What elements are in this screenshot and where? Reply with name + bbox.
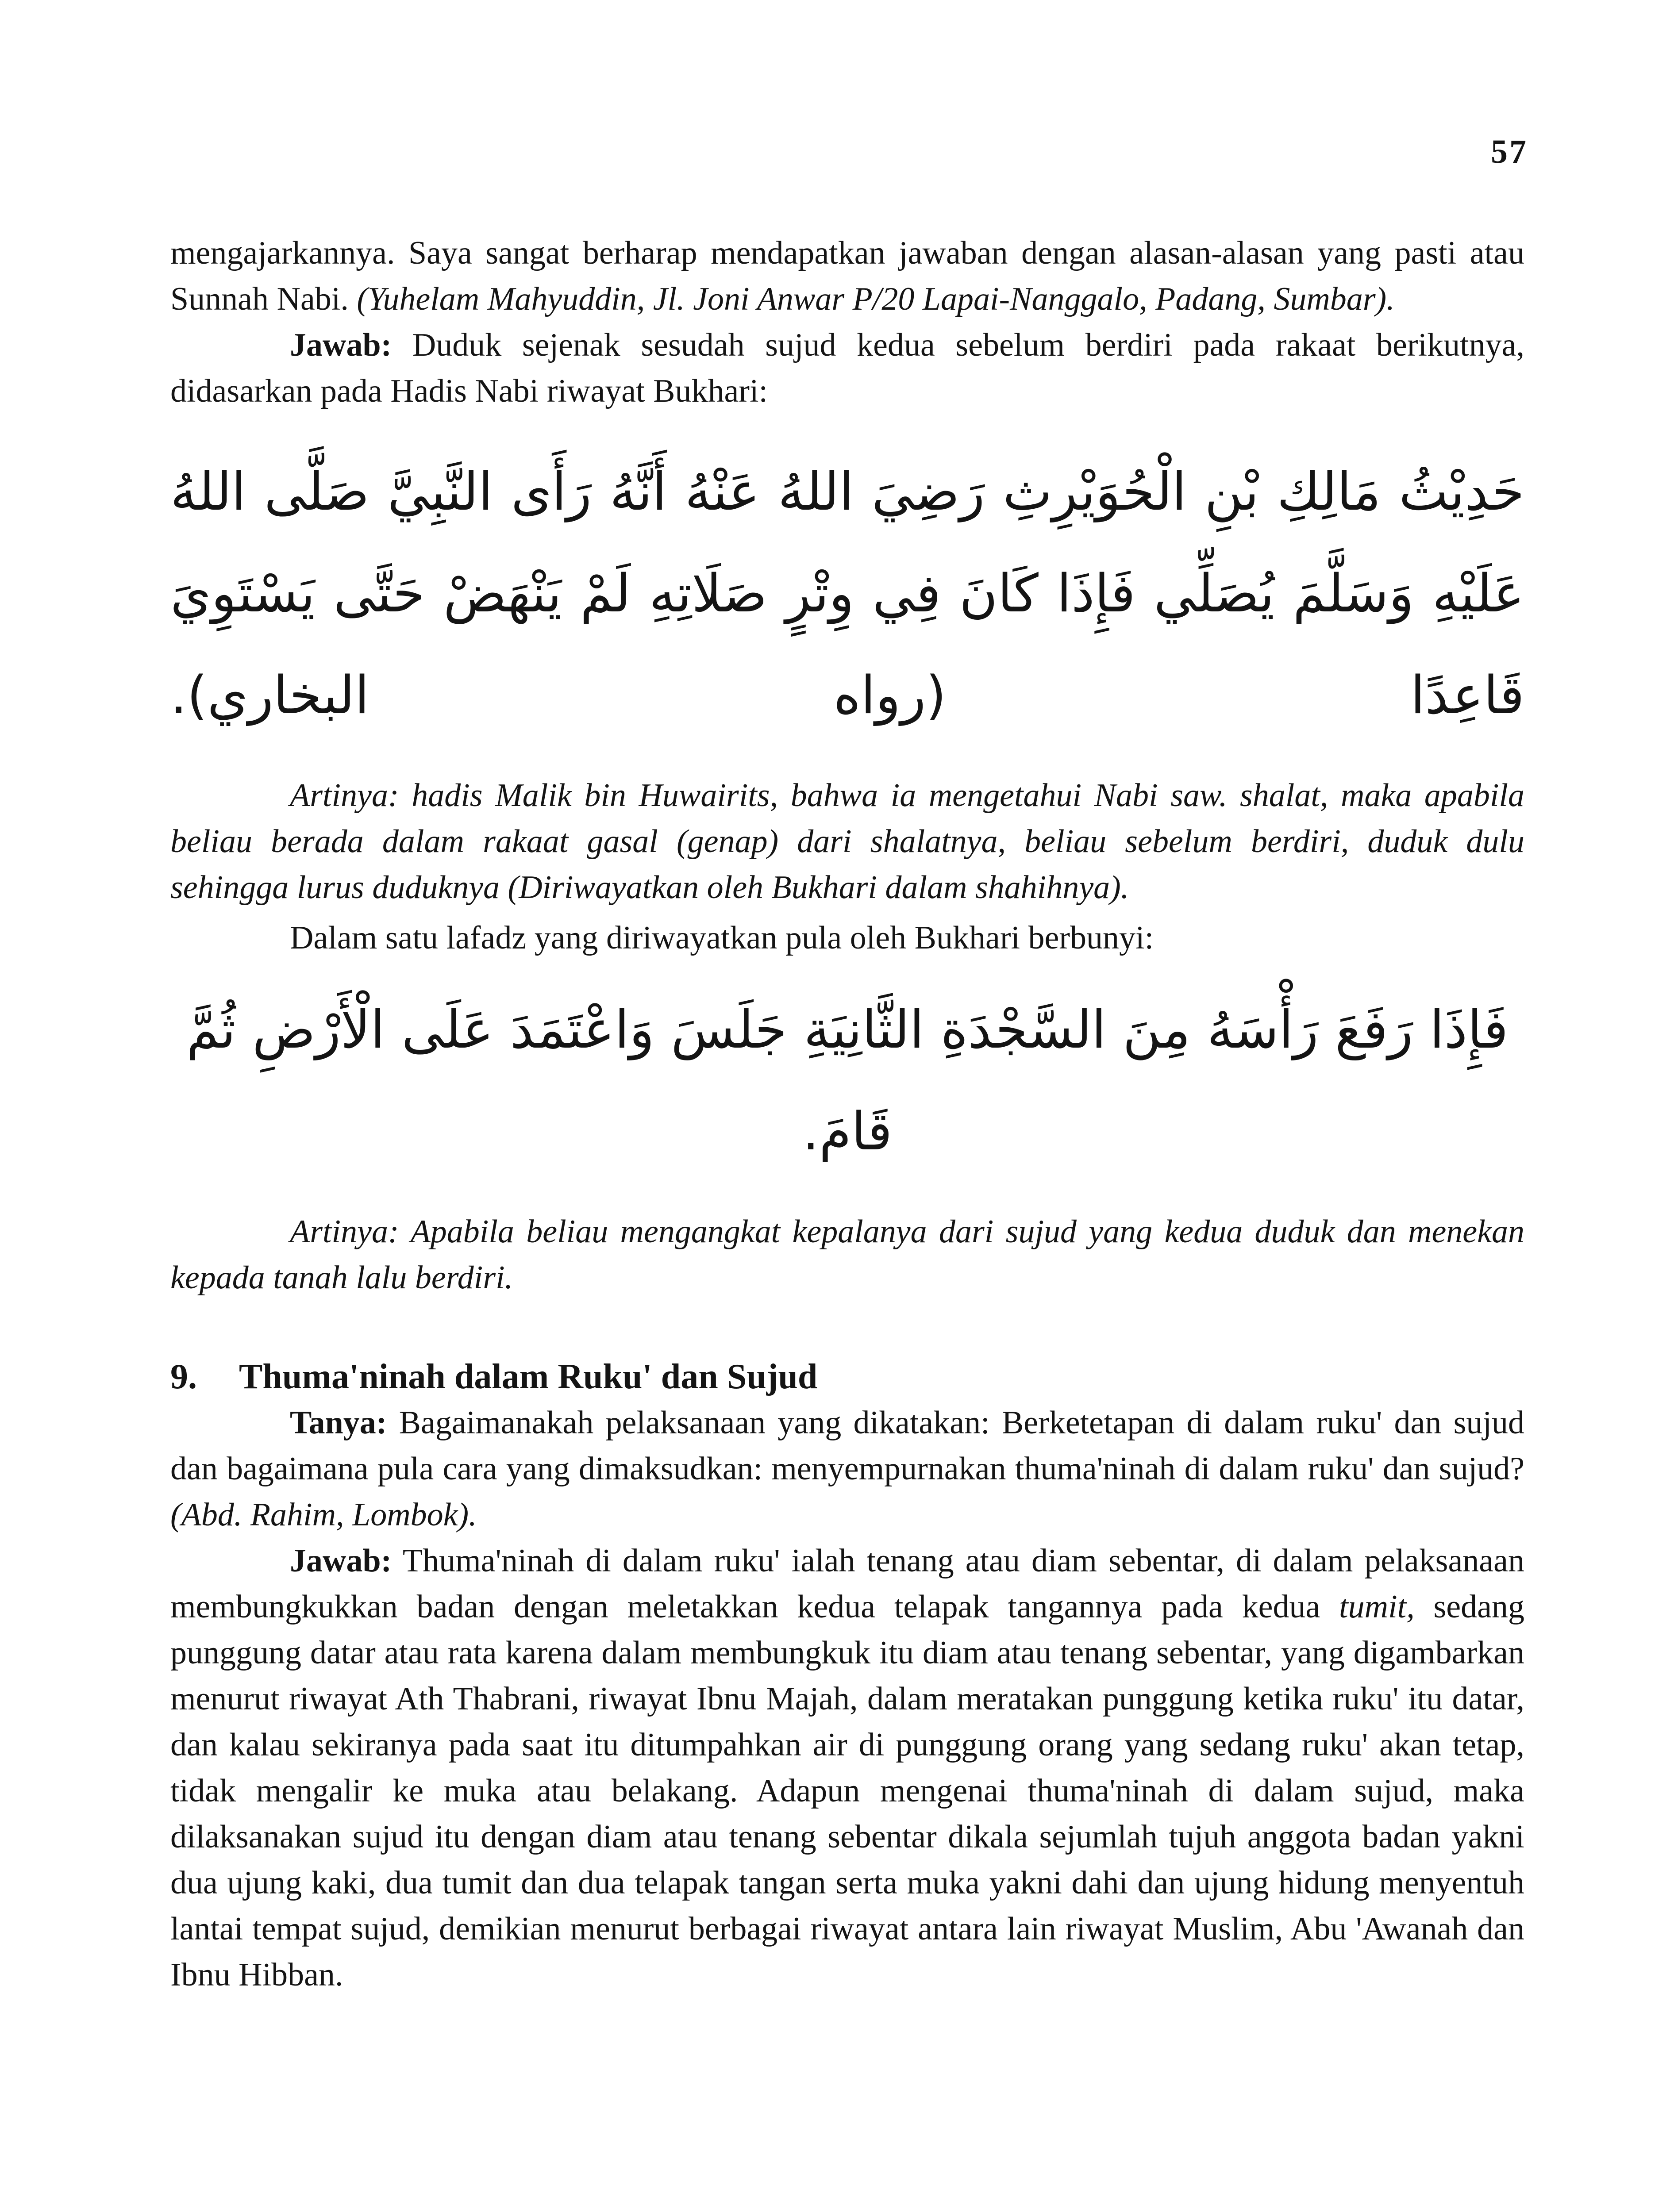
answer-text-1: Duduk sejenak sesudah sujud kedua sebelum berdiri pada rakaat berikutnya, didasarkan pada Hadis Nabi riwayat Bukhari: — [170, 327, 1524, 409]
answer-paragraph-1 — [170, 322, 1524, 414]
section-number: 9. — [170, 1357, 197, 1396]
answer-label-1: Jawab: — [290, 327, 392, 363]
hadith-translation-1: Artinya: hadis Malik bin Huwairits, bahwa ia mengetahui Nabi saw. shalat, maka apabila beliau berada dalam rakaat gasal (genap) dari shalatnya, beliau sebelum berdiri, duduk dulu sehingga lurus duduknya (Diriwayatkan oleh Bukhari dalam shahihnya). — [170, 777, 1524, 906]
question-citation: (Abd. Rahim, Lombok). — [170, 1497, 477, 1533]
answer-text-2a: Thuma'ninah di dalam ruku' ialah tenang atau diam sebentar, di dalam pelaksanaan membungkukkan badan dengan meletakkan kedua telapak tangannya pada kedua — [170, 1543, 1524, 1625]
answer-italic-word: tumit, — [1339, 1589, 1415, 1625]
answer-paragraph-2 — [170, 1538, 1524, 1998]
lafadz-intro: Dalam satu lafadz yang diriwayatkan pula oleh Bukhari berbunyi: — [290, 920, 1154, 956]
answer-label-2: Jawab: — [290, 1543, 392, 1579]
question-text: Bagaimanakah pelaksanaan yang dikatakan: Berketetapan di dalam ruku' dan sujud dan bagaimana pula cara yang dimaksudkan: menyempurnakan thuma'ninah di dalam ruku' dan sujud? — [170, 1405, 1524, 1487]
section-heading — [170, 1354, 1524, 1400]
question-paragraph — [170, 1400, 1524, 1538]
answer-text-2b: sedang punggung datar atau rata karena dalam membungkuk itu diam atau tenang sebentar, yang digambarkan menurut riwayat Ath Thabrani, riwayat Ibnu Majah, dalam meratakan punggung ketika ruku' itu datar, dan kalau sekiranya pada saat itu ditumpahkan air di punggung orang yang sedang ruku' akan tetap, tidak mengalir ke muka atau belakang. Adapun mengenai thuma'ninah di dalam sujud, maka dilaksanakan sujud itu dengan diam atau tenang sebentar dikala sejumlah tujuh anggota badan yakni dua ujung kaki, dua tumit dan dua telapak tangan serta muka yakni dahi dan ujung hidung menyentuh lantai tempat sujud, demikian menurut berbagai riwayat antara lain riwayat Muslim, Abu 'Awanah dan Ibnu Hibban. — [170, 1589, 1524, 1993]
hadith-arabic-1: حَدِيْثُ مَالِكِ بْنِ الْحُوَيْرِثِ رَضِيَ اللهُ عَنْهُ أَنَّهُ رَأَى النَّبِيَّ صَلَّى اللهُ عَلَيْهِ وَسَلَّمَ يُصَلِّي فَإِذَا كَانَ فِي وِتْرٍ صَلَاتِهِ لَمْ يَنْهَضْ حَتَّى يَسْتَوِيَ قَاعِدًا (رواه البخاري). — [170, 461, 1524, 726]
intro-text: mengajarkannya. Saya sangat berharap mendapatkan jawaban dengan alasan-alasan yang pasti atau Sunnah Nabi. — [170, 235, 1524, 317]
hadith-translation-2: Artinya: Apabila beliau mengangkat kepalanya dari sujud yang kedua duduk dan menekan kepada tanah lalu berdiri. — [170, 1214, 1524, 1296]
hadith-arabic-2: فَإِذَا رَفَعَ رَأْسَهُ مِنَ السَّجْدَةِ الثَّانِيَةِ جَلَسَ وَاعْتَمَدَ عَلَى الْأَرْضِ ثُمَّ قَامَ. — [186, 999, 1509, 1162]
intro-paragraph — [170, 230, 1524, 322]
page-number: 57 — [1491, 133, 1528, 170]
section-title: Thuma'ninah dalam Ruku' dan Sujud — [239, 1357, 818, 1396]
question-label: Tanya: — [290, 1405, 387, 1441]
intro-citation: (Yuhelam Mahyuddin, Jl. Joni Anwar P/20 Lapai-Nanggalo, Padang, Sumbar). — [357, 281, 1395, 317]
page-body — [170, 230, 1524, 1998]
